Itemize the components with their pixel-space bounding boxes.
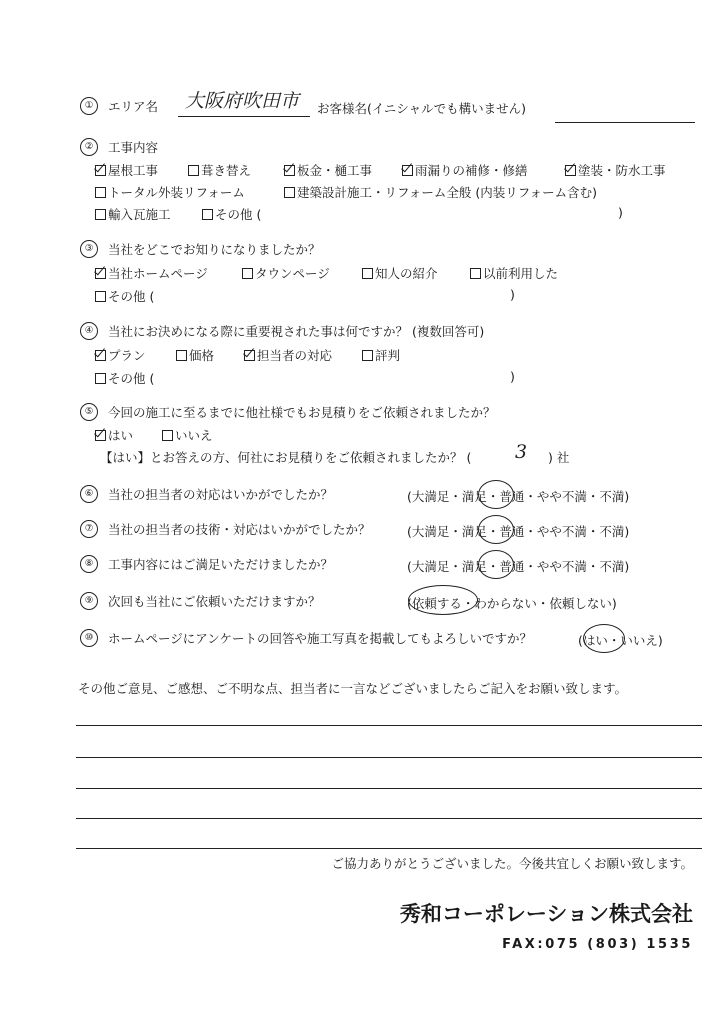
q10-title: ホームページにアンケートの回答や施工写真を掲載してもよろしいですか？ bbox=[108, 631, 533, 646]
q4-option-plan[interactable]: プラン bbox=[95, 346, 146, 364]
q3-option-referral[interactable]: 知人の紹介 bbox=[362, 264, 438, 282]
q9-scale[interactable]: (依頼する・わからない・依頼しない) bbox=[407, 596, 617, 611]
q5-number: ⑤ bbox=[80, 403, 98, 421]
customer-name-field[interactable] bbox=[555, 122, 695, 123]
q8-scale[interactable]: (大満足・満足・普通・やや不満・不満) bbox=[407, 559, 630, 574]
q5-follow-suffix: ) 社 bbox=[548, 450, 570, 465]
q5-follow-up: 【はい】とお答えの方、何社にお見積りをご依頼されましたか？ ( bbox=[100, 450, 472, 465]
q4-option-price[interactable]: 価格 bbox=[176, 346, 214, 364]
area-label: エリア名 bbox=[108, 99, 159, 114]
checkbox[interactable] bbox=[202, 209, 213, 220]
checkbox-checked[interactable] bbox=[95, 430, 106, 441]
q3-option-past-use[interactable]: 以前利用した bbox=[470, 264, 558, 282]
q9-title: 次回も当社にご依頼いただけますか？ bbox=[108, 594, 321, 609]
q2-number: ② bbox=[80, 138, 98, 156]
q4-option-reputation[interactable]: 評判 bbox=[362, 346, 400, 364]
company-name: 秀和コーポレーション株式会社 bbox=[399, 902, 693, 926]
comments-prompt: その他ご意見、ご感想、ご不明な点、担当者に一言などございましたらご記入をお願い致します。 bbox=[78, 681, 628, 696]
q7-answer-circle bbox=[478, 515, 514, 544]
q9-answer-circle bbox=[408, 585, 478, 615]
q2-option-roof[interactable]: 屋根工事 bbox=[95, 161, 158, 179]
q8-number: ⑧ bbox=[80, 555, 98, 573]
q4-number: ④ bbox=[80, 322, 98, 340]
checkbox[interactable] bbox=[176, 350, 187, 361]
area-underline bbox=[178, 116, 310, 117]
q10-scale[interactable]: (はい・いいえ) bbox=[578, 633, 663, 648]
q2-close-paren: ) bbox=[618, 205, 623, 220]
comment-line-1[interactable] bbox=[76, 725, 702, 726]
q5-title: 今回の施工に至るまでに他社様でもお見積りをご依頼されましたか？ bbox=[108, 405, 496, 420]
checkbox-checked[interactable] bbox=[402, 165, 413, 176]
q7-number: ⑦ bbox=[80, 520, 98, 538]
q6-answer-circle bbox=[478, 480, 514, 509]
q9-number: ⑨ bbox=[80, 592, 98, 610]
q3-title: 当社をどこでお知りになりましたか？ bbox=[108, 242, 321, 257]
checkbox-checked[interactable] bbox=[95, 350, 106, 361]
checkbox-checked[interactable] bbox=[565, 165, 576, 176]
thanks-message: ご協力ありがとうございました。今後共宜しくお願い致します。 bbox=[331, 856, 693, 871]
q3-option-townpage[interactable]: タウンページ bbox=[242, 264, 330, 282]
checkbox[interactable] bbox=[242, 268, 253, 279]
q7-title: 当社の担当者の技術・対応はいかがでしたか？ bbox=[108, 522, 371, 537]
q2-option-total-exterior[interactable]: トータル外装リフォーム bbox=[95, 183, 245, 201]
checkbox-checked[interactable] bbox=[95, 165, 106, 176]
checkbox-checked[interactable] bbox=[244, 350, 255, 361]
q7-scale[interactable]: (大満足・満足・普通・やや不満・不満) bbox=[407, 524, 630, 539]
q8-title: 工事内容にはご満足いただけましたか？ bbox=[108, 557, 334, 572]
checkbox-checked[interactable] bbox=[95, 268, 106, 279]
q10-answer-circle bbox=[583, 624, 625, 653]
q2-title: 工事内容 bbox=[108, 140, 159, 155]
checkbox[interactable] bbox=[188, 165, 199, 176]
fax-number: FAX:075 (803) 1535 bbox=[502, 937, 693, 952]
q2-option-other[interactable]: その他 ( bbox=[202, 205, 261, 223]
q8-answer-circle bbox=[478, 550, 514, 579]
q3-number: ③ bbox=[80, 240, 98, 258]
q4-option-other[interactable]: その他 ( bbox=[95, 369, 154, 387]
q4-close-paren: ) bbox=[510, 369, 515, 384]
customer-name-label: お客様名(イニシャルでも構いません) bbox=[317, 101, 527, 116]
q6-scale[interactable]: (大満足・満足・普通・やや不満・不満) bbox=[407, 489, 630, 504]
q3-close-paren: ) bbox=[510, 287, 515, 302]
q4-option-staff[interactable]: 担当者の対応 bbox=[244, 346, 332, 364]
q6-title: 当社の担当者の対応はいかがでしたか？ bbox=[108, 487, 334, 502]
q5-option-no[interactable]: いいえ bbox=[162, 426, 213, 444]
q2-option-leak-repair[interactable]: 雨漏りの補修・修繕 bbox=[402, 161, 528, 179]
checkbox[interactable] bbox=[162, 430, 173, 441]
checkbox[interactable] bbox=[95, 187, 106, 198]
checkbox[interactable] bbox=[362, 268, 373, 279]
q10-number: ⑩ bbox=[80, 629, 98, 647]
q2-option-imported-tile[interactable]: 輸入瓦施工 bbox=[95, 205, 171, 223]
q2-option-sheetmetal[interactable]: 板金・樋工事 bbox=[284, 161, 372, 179]
checkbox[interactable] bbox=[95, 373, 106, 384]
q3-option-other[interactable]: その他 ( bbox=[95, 287, 154, 305]
comment-line-5[interactable] bbox=[76, 848, 702, 849]
q6-number: ⑥ bbox=[80, 485, 98, 503]
q3-option-homepage[interactable]: 当社ホームページ bbox=[95, 264, 208, 282]
q2-option-architecture[interactable]: 建築設計施工・リフォーム全般 (内装リフォーム含む) bbox=[284, 183, 597, 201]
q1-number: ① bbox=[80, 97, 98, 115]
area-value: 大阪府吹田市 bbox=[185, 90, 300, 112]
comment-line-4[interactable] bbox=[76, 818, 702, 819]
checkbox[interactable] bbox=[284, 187, 295, 198]
checkbox[interactable] bbox=[470, 268, 481, 279]
comment-line-3[interactable] bbox=[76, 788, 702, 789]
q2-option-painting[interactable]: 塗装・防水工事 bbox=[565, 161, 666, 179]
q2-option-reroof[interactable]: 葺き替え bbox=[188, 161, 251, 179]
q4-title: 当社にお決めになる際に重要視された事は何ですか？ (複数回答可) bbox=[108, 324, 485, 339]
q5-follow-value: 3 bbox=[515, 441, 528, 463]
checkbox[interactable] bbox=[95, 291, 106, 302]
checkbox[interactable] bbox=[362, 350, 373, 361]
q5-option-yes[interactable]: はい bbox=[95, 426, 133, 444]
comment-line-2[interactable] bbox=[76, 757, 702, 758]
checkbox[interactable] bbox=[95, 209, 106, 220]
checkbox-checked[interactable] bbox=[284, 165, 295, 176]
